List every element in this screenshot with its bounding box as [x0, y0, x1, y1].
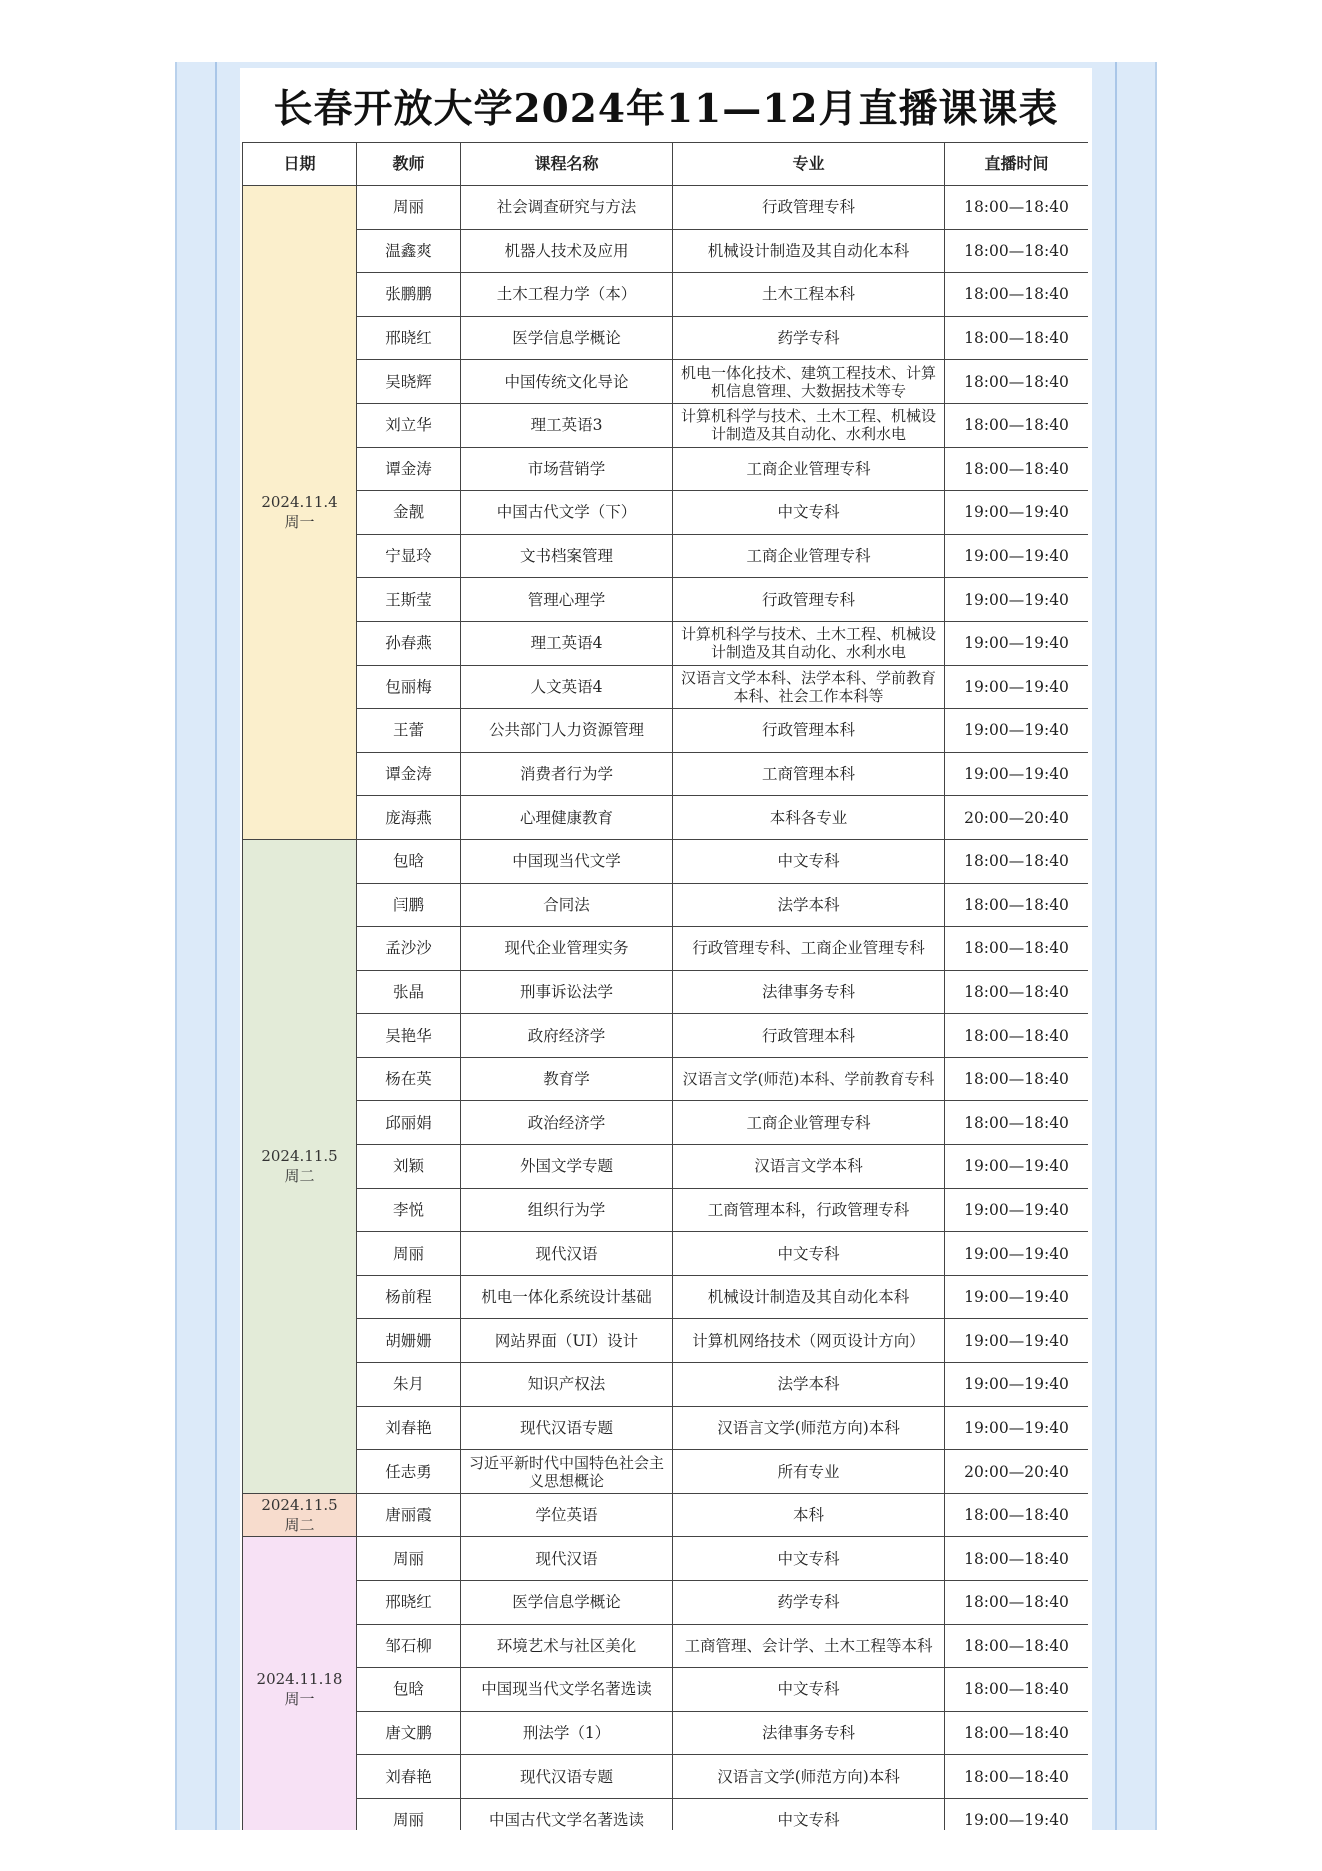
- teacher-cell: 唐文鹏: [357, 1711, 461, 1755]
- course-cell: 医学信息学概论: [461, 1581, 673, 1625]
- time-cell: 18:00—18:40: [945, 1057, 1089, 1101]
- major-cell: 工商管理本科: [673, 752, 945, 796]
- time-cell: 18:00—18:40: [945, 360, 1089, 404]
- major-cell: 工商管理本科，行政管理专科: [673, 1188, 945, 1232]
- teacher-cell: 周丽: [357, 186, 461, 230]
- table-row: [243, 796, 1089, 840]
- teacher-cell: 宁显玲: [357, 534, 461, 578]
- major-cell: 所有专业: [673, 1450, 945, 1494]
- major-cell: 中文专科: [673, 491, 945, 535]
- date-value: 2024.11.18: [256, 1670, 343, 1689]
- teacher-cell: 刘春艳: [357, 1406, 461, 1450]
- teacher-cell: 吴晓辉: [357, 360, 461, 404]
- schedule-sheet: [240, 68, 1092, 1830]
- course-cell: 土木工程力学（本）: [461, 273, 673, 317]
- course-cell: 网站界面（UI）设计: [461, 1319, 673, 1363]
- teacher-cell: 邢晓红: [357, 1581, 461, 1625]
- time-cell: 18:00—18:40: [945, 186, 1089, 230]
- teacher-cell: 闫鹏: [357, 883, 461, 927]
- table-row: [243, 970, 1089, 1014]
- major-cell: 法学本科: [673, 883, 945, 927]
- table-row: [243, 578, 1089, 622]
- time-cell: 19:00—19:40: [945, 534, 1089, 578]
- course-cell: 政治经济学: [461, 1101, 673, 1145]
- header-major: 专业: [673, 143, 945, 186]
- teacher-cell: 刘立华: [357, 403, 461, 447]
- teacher-cell: 王斯莹: [357, 578, 461, 622]
- major-cell: 土木工程本科: [673, 273, 945, 317]
- major-cell: 机械设计制造及其自动化本科: [673, 229, 945, 273]
- table-row: [243, 752, 1089, 796]
- right-rail: [1115, 62, 1117, 1830]
- time-cell: 19:00—19:40: [945, 1319, 1089, 1363]
- course-cell: 现代汉语: [461, 1232, 673, 1276]
- course-cell: 心理健康教育: [461, 796, 673, 840]
- left-rail: [215, 62, 217, 1830]
- course-cell: 教育学: [461, 1057, 673, 1101]
- teacher-cell: 周丽: [357, 1232, 461, 1276]
- table-row: [243, 447, 1089, 491]
- table-row: [243, 1101, 1089, 1145]
- time-cell: 19:00—19:40: [945, 1188, 1089, 1232]
- teacher-cell: 孟沙沙: [357, 927, 461, 971]
- date-value: 2024.11.5: [261, 1147, 338, 1166]
- teacher-cell: 张晶: [357, 970, 461, 1014]
- major-cell: 药学专科: [673, 316, 945, 360]
- teacher-cell: 庞海燕: [357, 796, 461, 840]
- major-cell: 中文专科: [673, 1537, 945, 1581]
- table-row: [243, 1145, 1089, 1189]
- teacher-cell: 邱丽娟: [357, 1101, 461, 1145]
- header-time: 直播时间: [945, 143, 1089, 186]
- course-cell: 市场营销学: [461, 447, 673, 491]
- weekday-value: 周二: [284, 1167, 315, 1186]
- teacher-cell: 包晗: [357, 1668, 461, 1712]
- teacher-cell: 周丽: [357, 1537, 461, 1581]
- major-cell: 本科: [673, 1493, 945, 1537]
- course-cell: 中国传统文化导论: [461, 360, 673, 404]
- table-row: [243, 1711, 1089, 1755]
- teacher-cell: 谭金涛: [357, 447, 461, 491]
- table-row: [243, 1275, 1089, 1319]
- table-row: [243, 1798, 1089, 1830]
- table-row: [243, 1537, 1089, 1581]
- course-cell: 外国文学专题: [461, 1145, 673, 1189]
- course-cell: 机电一体化系统设计基础: [461, 1275, 673, 1319]
- major-cell: 汉语言文学(师范方向)本科: [673, 1755, 945, 1799]
- time-cell: 18:00—18:40: [945, 1493, 1089, 1537]
- time-cell: 19:00—19:40: [945, 621, 1089, 665]
- major-cell: 行政管理专科: [673, 578, 945, 622]
- time-cell: 19:00—19:40: [945, 1363, 1089, 1407]
- table-row: [243, 534, 1089, 578]
- course-cell: 消费者行为学: [461, 752, 673, 796]
- table-row: [243, 1057, 1089, 1101]
- time-cell: 19:00—19:40: [945, 1232, 1089, 1276]
- teacher-cell: 孙春燕: [357, 621, 461, 665]
- course-cell: 合同法: [461, 883, 673, 927]
- table-row: [243, 883, 1089, 927]
- major-cell: 中文专科: [673, 1798, 945, 1830]
- table-row: [243, 1624, 1089, 1668]
- course-cell: 中国古代文学名著选读: [461, 1798, 673, 1830]
- time-cell: 18:00—18:40: [945, 970, 1089, 1014]
- major-cell: 工商企业管理专科: [673, 1101, 945, 1145]
- table-row: [243, 709, 1089, 753]
- table-row: [243, 839, 1089, 883]
- table-header-row: [243, 143, 1089, 186]
- date-value: 2024.11.4: [261, 493, 338, 512]
- major-cell: 法律事务专科: [673, 1711, 945, 1755]
- time-cell: 18:00—18:40: [945, 316, 1089, 360]
- course-cell: 理工英语3: [461, 403, 673, 447]
- table-row: [243, 665, 1089, 709]
- time-cell: 18:00—18:40: [945, 273, 1089, 317]
- table-row: [243, 1319, 1089, 1363]
- major-cell: 汉语言文学本科: [673, 1145, 945, 1189]
- time-cell: 19:00—19:40: [945, 665, 1089, 709]
- major-cell: 汉语言文学(师范方向)本科: [673, 1406, 945, 1450]
- time-cell: 20:00—20:40: [945, 796, 1089, 840]
- table-row: [243, 316, 1089, 360]
- date-value: 2024.11.5: [261, 1496, 338, 1515]
- major-cell: 行政管理本科: [673, 709, 945, 753]
- major-cell: 汉语言文学本科、法学本科、学前教育本科、社会工作本科等: [673, 665, 945, 709]
- teacher-cell: 谭金涛: [357, 752, 461, 796]
- table-row: [243, 1188, 1089, 1232]
- course-cell: 环境艺术与社区美化: [461, 1624, 673, 1668]
- major-cell: 本科各专业: [673, 796, 945, 840]
- schedule-table-wrapper: [242, 142, 1088, 1830]
- table-row: [243, 1363, 1089, 1407]
- course-cell: 现代汉语专题: [461, 1406, 673, 1450]
- course-cell: 公共部门人力资源管理: [461, 709, 673, 753]
- time-cell: 18:00—18:40: [945, 1101, 1089, 1145]
- teacher-cell: 邢晓红: [357, 316, 461, 360]
- teacher-cell: 朱月: [357, 1363, 461, 1407]
- weekday-value: 周一: [284, 1690, 315, 1709]
- course-cell: 中国现当代文学: [461, 839, 673, 883]
- course-cell: 刑法学（1）: [461, 1711, 673, 1755]
- time-cell: 19:00—19:40: [945, 578, 1089, 622]
- course-cell: 现代汉语: [461, 1537, 673, 1581]
- teacher-cell: 王蕾: [357, 709, 461, 753]
- teacher-cell: 周丽: [357, 1798, 461, 1830]
- time-cell: 18:00—18:40: [945, 1711, 1089, 1755]
- table-row: [243, 1014, 1089, 1058]
- course-cell: 知识产权法: [461, 1363, 673, 1407]
- time-cell: 18:00—18:40: [945, 1014, 1089, 1058]
- teacher-cell: 杨在英: [357, 1057, 461, 1101]
- course-cell: 习近平新时代中国特色社会主义思想概论: [461, 1450, 673, 1494]
- time-cell: 19:00—19:40: [945, 491, 1089, 535]
- course-cell: 组织行为学: [461, 1188, 673, 1232]
- major-cell: 工商企业管理专科: [673, 447, 945, 491]
- course-cell: 文书档案管理: [461, 534, 673, 578]
- teacher-cell: 唐丽霞: [357, 1493, 461, 1537]
- time-cell: 18:00—18:40: [945, 1537, 1089, 1581]
- weekday-value: 周一: [284, 513, 315, 532]
- major-cell: 药学专科: [673, 1581, 945, 1625]
- table-body: [243, 186, 1089, 1831]
- course-cell: 社会调查研究与方法: [461, 186, 673, 230]
- major-cell: 工商管理、会计学、土木工程等本科: [673, 1624, 945, 1668]
- time-cell: 19:00—19:40: [945, 1145, 1089, 1189]
- teacher-cell: 任志勇: [357, 1450, 461, 1494]
- weekday-value: 周二: [284, 1516, 315, 1535]
- teacher-cell: 张鹏鹏: [357, 273, 461, 317]
- time-cell: 19:00—19:40: [945, 1798, 1089, 1830]
- date-cell: [243, 839, 357, 1493]
- course-cell: 现代汉语专题: [461, 1755, 673, 1799]
- table-row: [243, 1450, 1089, 1494]
- time-cell: 18:00—18:40: [945, 1581, 1089, 1625]
- time-cell: 18:00—18:40: [945, 403, 1089, 447]
- teacher-cell: 胡姗姗: [357, 1319, 461, 1363]
- teacher-cell: 刘春艳: [357, 1755, 461, 1799]
- teacher-cell: 杨前程: [357, 1275, 461, 1319]
- table-row: [243, 1668, 1089, 1712]
- major-cell: 计算机科学与技术、土木工程、机械设计制造及其自动化、水利水电: [673, 403, 945, 447]
- course-cell: 中国古代文学（下）: [461, 491, 673, 535]
- time-cell: 20:00—20:40: [945, 1450, 1089, 1494]
- major-cell: 中文专科: [673, 1232, 945, 1276]
- time-cell: 19:00—19:40: [945, 752, 1089, 796]
- major-cell: 计算机科学与技术、土木工程、机械设计制造及其自动化、水利水电: [673, 621, 945, 665]
- course-cell: 学位英语: [461, 1493, 673, 1537]
- major-cell: 中文专科: [673, 1668, 945, 1712]
- course-cell: 刑事诉讼法学: [461, 970, 673, 1014]
- course-cell: 理工英语4: [461, 621, 673, 665]
- time-cell: 18:00—18:40: [945, 883, 1089, 927]
- major-cell: 法律事务专科: [673, 970, 945, 1014]
- date-cell: [243, 1537, 357, 1830]
- course-cell: 人文英语4: [461, 665, 673, 709]
- date-cell: [243, 186, 357, 840]
- table-row: [243, 186, 1089, 230]
- teacher-cell: 温鑫爽: [357, 229, 461, 273]
- teacher-cell: 金靓: [357, 491, 461, 535]
- major-cell: 法学本科: [673, 1363, 945, 1407]
- time-cell: 18:00—18:40: [945, 927, 1089, 971]
- time-cell: 19:00—19:40: [945, 709, 1089, 753]
- table-row: [243, 360, 1089, 404]
- table-row: [243, 1493, 1089, 1537]
- major-cell: 行政管理本科: [673, 1014, 945, 1058]
- teacher-cell: 包晗: [357, 839, 461, 883]
- course-cell: 机器人技术及应用: [461, 229, 673, 273]
- header-date: 日期: [243, 143, 357, 186]
- course-cell: 中国现当代文学名著选读: [461, 1668, 673, 1712]
- course-cell: 政府经济学: [461, 1014, 673, 1058]
- table-row: [243, 403, 1089, 447]
- teacher-cell: 刘颖: [357, 1145, 461, 1189]
- course-cell: 现代企业管理实务: [461, 927, 673, 971]
- table-row: [243, 927, 1089, 971]
- major-cell: 机械设计制造及其自动化本科: [673, 1275, 945, 1319]
- teacher-cell: 李悦: [357, 1188, 461, 1232]
- teacher-cell: 包丽梅: [357, 665, 461, 709]
- time-cell: 18:00—18:40: [945, 1755, 1089, 1799]
- table-row: [243, 1755, 1089, 1799]
- time-cell: 18:00—18:40: [945, 1668, 1089, 1712]
- table-row: [243, 491, 1089, 535]
- major-cell: 工商企业管理专科: [673, 534, 945, 578]
- time-cell: 19:00—19:40: [945, 1406, 1089, 1450]
- table-row: [243, 1232, 1089, 1276]
- major-cell: 机电一体化技术、建筑工程技术、计算机信息管理、大数据技术等专: [673, 360, 945, 404]
- major-cell: 行政管理专科: [673, 186, 945, 230]
- table-row: [243, 229, 1089, 273]
- time-cell: 18:00—18:40: [945, 839, 1089, 883]
- schedule-table: [242, 142, 1088, 1830]
- course-cell: 医学信息学概论: [461, 316, 673, 360]
- major-cell: 中文专科: [673, 839, 945, 883]
- course-cell: 管理心理学: [461, 578, 673, 622]
- major-cell: 行政管理专科、工商企业管理专科: [673, 927, 945, 971]
- table-row: [243, 273, 1089, 317]
- time-cell: 18:00—18:40: [945, 229, 1089, 273]
- table-row: [243, 621, 1089, 665]
- header-course: 课程名称: [461, 143, 673, 186]
- major-cell: 汉语言文学(师范)本科、学前教育专科: [673, 1057, 945, 1101]
- document-title: 长春开放大学2024年11—12月直播课课表: [273, 86, 1059, 132]
- time-cell: 18:00—18:40: [945, 447, 1089, 491]
- teacher-cell: 吴艳华: [357, 1014, 461, 1058]
- time-cell: 19:00—19:40: [945, 1275, 1089, 1319]
- teacher-cell: 邹石柳: [357, 1624, 461, 1668]
- major-cell: 计算机网络技术（网页设计方向）: [673, 1319, 945, 1363]
- date-cell: [243, 1493, 357, 1537]
- header-teacher: 教师: [357, 143, 461, 186]
- time-cell: 18:00—18:40: [945, 1624, 1089, 1668]
- table-row: [243, 1581, 1089, 1625]
- table-row: [243, 1406, 1089, 1450]
